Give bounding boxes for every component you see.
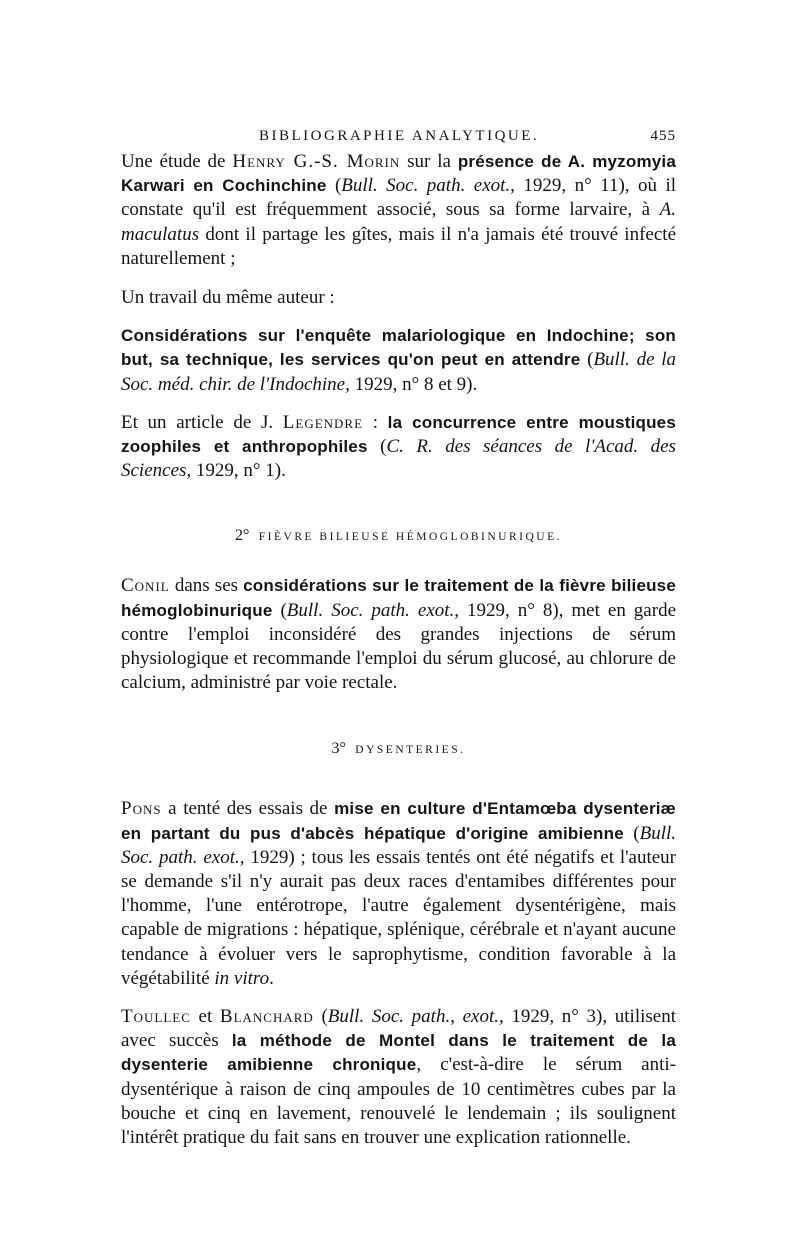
section-number: 2°	[235, 527, 250, 545]
work-title: présence de A. myzomyia Karwari en Cochinchine	[121, 152, 677, 196]
section-heading-dysenteries	[121, 740, 676, 758]
paragraph-morin-myzomyia: Une étude de Henry G.-S. Morin sur la présence de A. myzomyia Karwari en Cochinchine (Bull. Soc. path. exot., 1929, n° 11), où il constate qu'il est fréquemment associé, sous sa forme larvaire, à A. maculatus dont il partage les gîtes, mais il n'a jamais été trouvé infecté naturellement ;	[121, 151, 677, 269]
section-number: 3°	[331, 740, 346, 758]
paragraph-legendre: Et un article de J. Legendre : la concurrence entre moustiques zoophiles et anthropophiles (C. R. des séances de l'Acad. des Sciences, 1929, n° 1).	[121, 411, 676, 482]
paragraph-same-author: Un travail du même auteur :	[121, 287, 335, 309]
journal-reference: Bull. Soc. path. exot.,	[286, 599, 460, 621]
journal-reference: Bull. Soc. path., exot.,	[327, 1006, 504, 1028]
section-title: DYSENTERIES.	[355, 744, 466, 757]
author-name: Pons	[121, 798, 162, 820]
latin-phrase: in vitro	[214, 967, 270, 989]
species-name: A. maculatus	[121, 199, 676, 245]
author-name: Toullec	[121, 1006, 191, 1028]
work-title: Considérations sur l'enquête malariologique en Indochine; son but, sa technique, les services qu'on peut en attendre	[121, 326, 676, 370]
paragraph-enquete-malariologique: Considérations sur l'enquête malariologique en Indochine; son but, sa technique, les services qu'on peut en attendre (Bull. de la Soc. méd. chir. de l'Indochine, 1929, n° 8 et 9).	[121, 326, 676, 395]
section-title: FIÈVRE BILIEUSE HÉMOGLOBINURIQUE.	[258, 531, 562, 544]
paragraph-toullec-blanchard: Toullec et Blanchard (Bull. Soc. path., exot., 1929, n° 3), utilisent avec succès la méthode de Montel dans le traitement de la dysenterie amibienne chronique, c'est-à-dire le sérum anti-dysentérique à raison de cinq ampoules de 10 centimètres cubes par la bouche et cinq en lavement, renouvelé le lendemain ; ils soulignent l'intérêt pratique du fait sans en trouver une explication rationnelle.	[121, 1006, 677, 1149]
journal-reference: Bull. de la Soc. méd. chir. de l'Indochine,	[121, 349, 676, 395]
section-heading-fievre-bilieuse	[121, 527, 676, 545]
page-number: 455	[650, 128, 676, 144]
journal-reference: Bull. Soc. path. exot.,	[121, 822, 677, 868]
paragraph-conil: Conil dans ses considérations sur le traitement de la fièvre bilieuse hémoglobinurique (Bull. Soc. path. exot., 1929, n° 8), met en garde contre l'emploi inconsidéré des grandes injections de sérum physiologique et recommande l'emploi du sérum glucosé, au chlorure de calcium, administré par voie rectale.	[121, 575, 676, 694]
author-name: Henry G.-S. Morin	[232, 151, 401, 172]
work-title: la méthode de Montel dans le traitement de la dysenterie amibienne chronique	[121, 1031, 677, 1075]
running-title: BIBLIOGRAPHIE ANALYTIQUE.	[259, 128, 540, 144]
work-title: la concurrence entre moustiques zoophiles et anthropophiles	[121, 412, 676, 457]
paragraph-pons: Pons a tenté des essais de mise en culture d'Entamœba dysenteriæ en partant du pus d'abcès hépatique d'origine amibienne (Bull. Soc. path. exot., 1929) ; tous les essais tentés ont été négatifs et l'auteur se demande s'il n'y aurait pas deux races d'entamibes différentes pour l'homme, l'une entérotrope, l'autre également dysentérigène, mais capable de migrations : hépatique, splénique, cérébrale et n'ayant aucune tendance à évoluer vers le saprophytisme, condition favorable à la végétabilité in vitro.	[121, 798, 677, 989]
work-title: mise en culture d'Entamœba dysenteriæ en partant du pus d'abcès hépatique d'origine amibienne	[121, 799, 676, 843]
journal-reference: C. R. des séances de l'Acad. des Sciences,	[121, 436, 676, 482]
work-title: considérations sur le traitement de la fièvre bilieuse hémoglobinurique	[121, 576, 676, 620]
journal-reference: Bull. Soc. path. exot.,	[341, 175, 515, 197]
running-header	[121, 120, 676, 150]
author-name: Conil	[121, 575, 170, 597]
page	[121, 120, 676, 1150]
author-name: Blanchard	[219, 1006, 314, 1028]
author-name: Legendre	[282, 411, 364, 433]
